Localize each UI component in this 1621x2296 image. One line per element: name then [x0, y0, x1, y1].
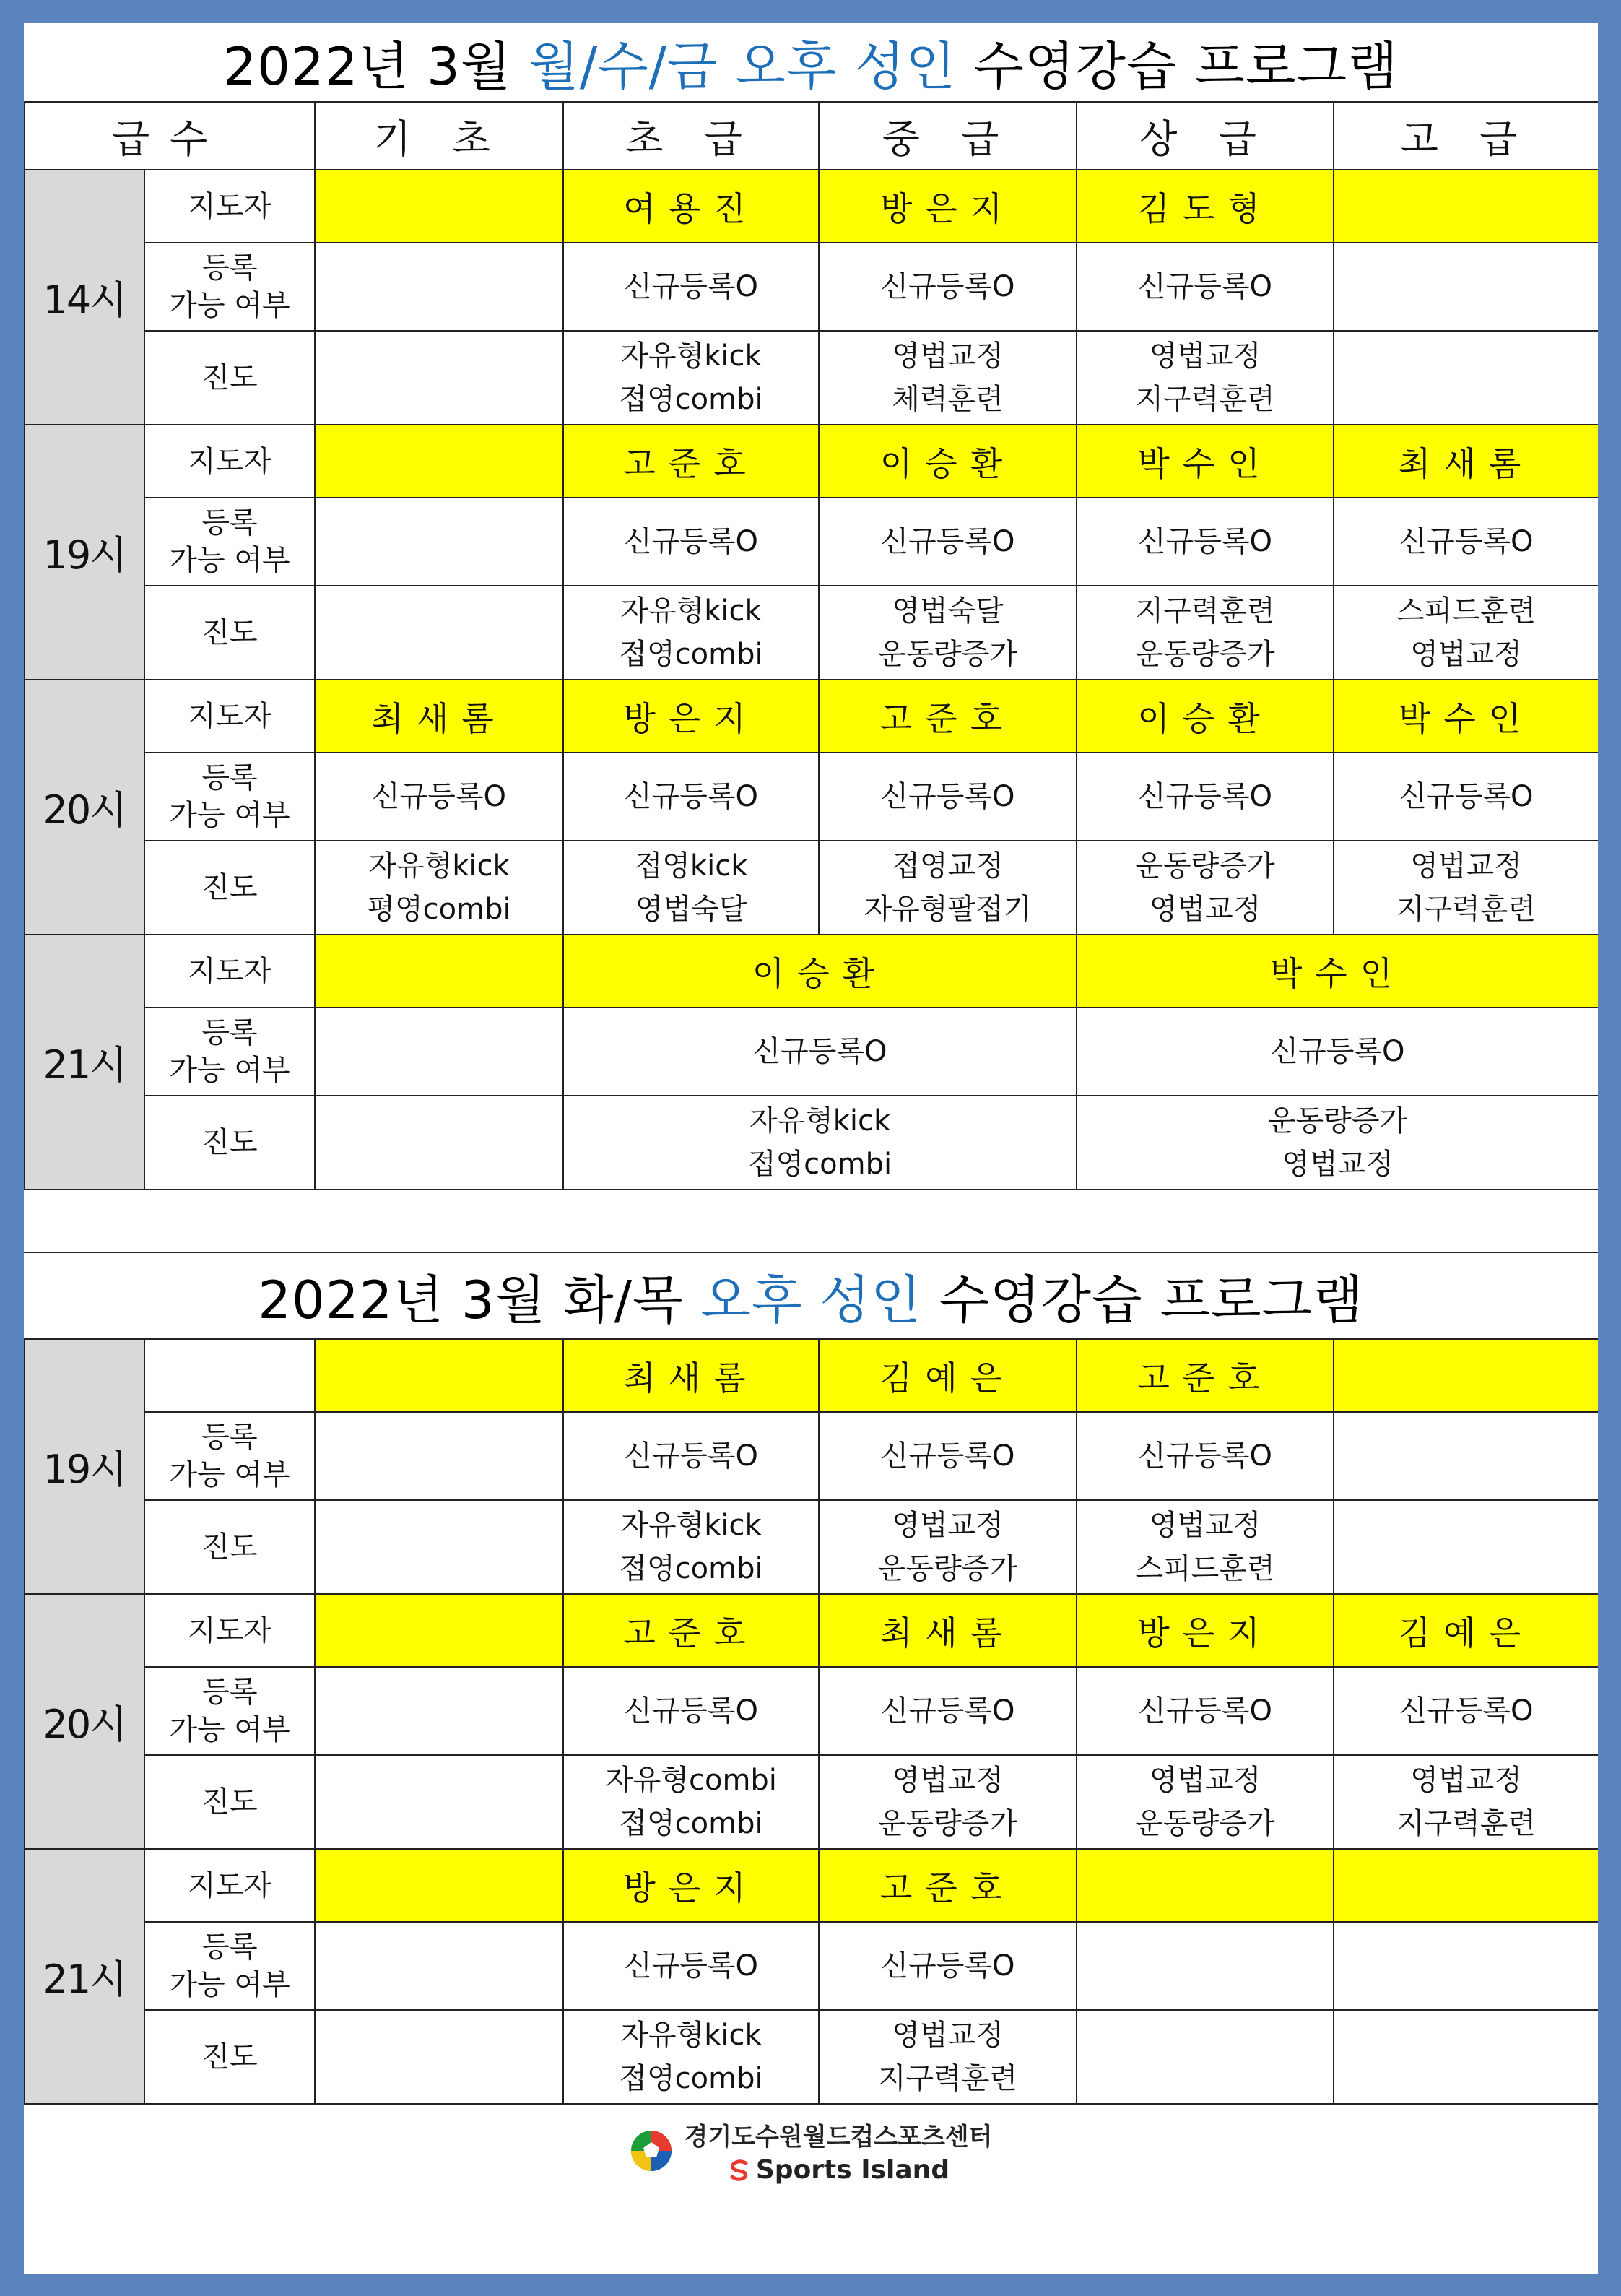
progress-row	[25, 1755, 1598, 1849]
registration-cell: 신규등록O	[1334, 1667, 1598, 1755]
instructor-row-label	[144, 1339, 315, 1412]
progress-cell: 자유형combi 접영combi	[563, 1755, 819, 1849]
progress-cell: 자유형kick 접영combi	[563, 1500, 819, 1594]
top-title-part: 월/수/금 오후 성인	[529, 36, 957, 97]
registration-cell: 신규등록O	[819, 753, 1077, 841]
progress-cell	[1334, 1500, 1598, 1594]
registration-cell	[315, 243, 563, 331]
registration-cell: 신규등록O	[563, 1008, 1077, 1096]
header-advanced: 상 급	[1077, 102, 1334, 170]
registration-cell: 신규등록O	[1077, 753, 1334, 841]
progress-row-label: 진도	[144, 331, 315, 425]
progress-cell	[1077, 2010, 1334, 2104]
instructor-cell	[1334, 1339, 1598, 1412]
progress-cell: 자유형kick 평영combi	[315, 841, 563, 935]
sports-island-logo-icon	[727, 2158, 752, 2183]
progress-cell: 영법교정 운동량증가	[819, 1755, 1077, 1849]
instructor-cell: 최새롬	[819, 1594, 1077, 1667]
progress-cell	[1334, 331, 1598, 425]
schedule-sheet	[24, 23, 1598, 2274]
registration-cell	[315, 498, 563, 586]
time-slot-label: 20시	[25, 1594, 144, 1849]
progress-cell: 자유형kick 접영combi	[563, 586, 819, 680]
registration-cell	[315, 1922, 563, 2010]
instructor-row	[25, 1849, 1598, 1922]
registration-row-label: 등록 가능 여부	[144, 1667, 315, 1755]
progress-cell	[315, 586, 563, 680]
progress-cell: 운동량증가 영법교정	[1077, 841, 1334, 935]
registration-cell	[315, 1008, 563, 1096]
instructor-cell	[315, 1849, 563, 1922]
instructor-row-label: 지도자	[144, 170, 315, 243]
registration-cell: 신규등록O	[819, 498, 1077, 586]
section-gap	[24, 1190, 1598, 1252]
progress-row	[25, 586, 1598, 680]
registration-cell	[1334, 1412, 1598, 1500]
time-slot-label: 19시	[25, 425, 144, 680]
instructor-cell: 여용진	[563, 170, 819, 243]
registration-cell: 신규등록O	[563, 243, 819, 331]
registration-cell: 신규등록O	[563, 753, 819, 841]
top-title	[24, 23, 1598, 101]
brand-name: Sports Island	[755, 2155, 950, 2185]
instructor-cell: 최새롬	[1334, 425, 1598, 498]
progress-row-label: 진도	[144, 1096, 315, 1190]
top-schedule-table	[24, 101, 1598, 1190]
header-expert: 고 급	[1334, 102, 1598, 170]
progress-cell: 자유형kick 접영combi	[563, 2010, 819, 2104]
instructor-row-label: 지도자	[144, 1594, 315, 1667]
instructor-cell: 최새롬	[315, 680, 563, 753]
instructor-row-label: 지도자	[144, 680, 315, 753]
instructor-cell	[315, 170, 563, 243]
time-slot-label: 21시	[25, 1849, 144, 2104]
instructor-cell: 김도형	[1077, 170, 1334, 243]
progress-cell: 영법교정 운동량증가	[819, 1500, 1077, 1594]
progress-row-label: 진도	[144, 586, 315, 680]
instructor-row-label: 지도자	[144, 425, 315, 498]
registration-row	[25, 243, 1598, 331]
registration-cell: 신규등록O	[819, 1922, 1077, 2010]
instructor-cell: 방은지	[819, 170, 1077, 243]
instructor-cell: 김예은	[819, 1339, 1077, 1412]
time-slot-label: 14시	[25, 170, 144, 425]
bottom-schedule-table	[24, 1338, 1598, 2105]
instructor-row	[25, 1339, 1598, 1412]
progress-row	[25, 2010, 1598, 2104]
bottom-title-part: 수영강습 프로그램	[921, 1270, 1364, 1330]
instructor-cell: 고준호	[819, 1849, 1077, 1922]
bottom-title-part: 오후 성인	[700, 1270, 922, 1330]
progress-cell: 스피드훈련 영법교정	[1334, 586, 1598, 680]
instructor-cell: 박수인	[1077, 935, 1598, 1008]
progress-cell	[315, 331, 563, 425]
registration-cell: 신규등록O	[1334, 498, 1598, 586]
instructor-row	[25, 1594, 1598, 1667]
instructor-cell: 고준호	[819, 680, 1077, 753]
progress-cell: 영법교정 지구력훈련	[819, 2010, 1077, 2104]
instructor-row-label: 지도자	[144, 1849, 315, 1922]
instructor-cell	[1334, 1849, 1598, 1922]
instructor-cell: 고준호	[1077, 1339, 1334, 1412]
instructor-cell	[315, 935, 563, 1008]
instructor-cell	[1077, 1849, 1334, 1922]
header-level: 급수	[25, 102, 315, 170]
progress-cell	[1334, 2010, 1598, 2104]
registration-row	[25, 753, 1598, 841]
instructor-cell: 이승환	[1077, 680, 1334, 753]
progress-cell	[315, 1096, 563, 1190]
registration-cell: 신규등록O	[563, 498, 819, 586]
bottom-title-part: 2022년 3월 화/목	[258, 1270, 701, 1330]
progress-cell: 운동량증가 영법교정	[1077, 1096, 1598, 1190]
progress-cell: 영법교정 스피드훈련	[1077, 1500, 1334, 1594]
progress-cell: 지구력훈련 운동량증가	[1077, 586, 1334, 680]
progress-cell: 영법교정 지구력훈련	[1334, 1755, 1598, 1849]
registration-row	[25, 1667, 1598, 1755]
footer	[24, 2105, 1598, 2197]
progress-row-label: 진도	[144, 2010, 315, 2104]
registration-cell	[1334, 1922, 1598, 2010]
instructor-row	[25, 425, 1598, 498]
progress-cell: 접영kick 영법숙달	[563, 841, 819, 935]
progress-cell: 자유형kick 접영combi	[563, 1096, 1077, 1190]
progress-cell: 영법교정 체력훈련	[819, 331, 1077, 425]
header-beginner: 초 급	[563, 102, 819, 170]
top-title-part: 수영강습 프로그램	[956, 36, 1399, 97]
progress-cell: 영법교정 운동량증가	[1077, 1755, 1334, 1849]
top-title-part: 2022년 3월	[223, 36, 529, 97]
registration-cell	[315, 1667, 563, 1755]
registration-cell	[1077, 1922, 1334, 2010]
instructor-cell: 고준호	[563, 425, 819, 498]
registration-row	[25, 498, 1598, 586]
registration-cell: 신규등록O	[819, 1667, 1077, 1755]
progress-cell	[315, 1755, 563, 1849]
registration-cell: 신규등록O	[1334, 753, 1598, 841]
progress-row	[25, 1500, 1598, 1594]
header-row	[25, 102, 1598, 170]
instructor-cell: 방은지	[1077, 1594, 1334, 1667]
registration-row-label: 등록 가능 여부	[144, 1412, 315, 1500]
registration-row-label: 등록 가능 여부	[144, 1008, 315, 1096]
header-basic: 기 초	[315, 102, 563, 170]
registration-row-label: 등록 가능 여부	[144, 1922, 315, 2010]
instructor-row-label: 지도자	[144, 935, 315, 1008]
progress-cell: 접영교정 자유형팔접기	[819, 841, 1077, 935]
registration-cell: 신규등록O	[1077, 243, 1334, 331]
registration-row-label: 등록 가능 여부	[144, 243, 315, 331]
progress-row-label: 진도	[144, 1500, 315, 1594]
progress-cell	[315, 1500, 563, 1594]
instructor-cell: 박수인	[1334, 680, 1598, 753]
registration-cell: 신규등록O	[1077, 1008, 1598, 1096]
center-name: 경기도수원월드컵스포츠센터	[684, 2123, 993, 2152]
instructor-row	[25, 935, 1598, 1008]
registration-cell: 신규등록O	[563, 1412, 819, 1500]
instructor-cell	[315, 1339, 563, 1412]
registration-cell: 신규등록O	[563, 1922, 819, 2010]
instructor-cell: 방은지	[563, 1849, 819, 1922]
instructor-row	[25, 680, 1598, 753]
registration-cell: 신규등록O	[1077, 1412, 1334, 1500]
registration-row	[25, 1008, 1598, 1096]
registration-cell: 신규등록O	[315, 753, 563, 841]
progress-row	[25, 331, 1598, 425]
registration-row-label: 등록 가능 여부	[144, 753, 315, 841]
instructor-row	[25, 170, 1598, 243]
progress-cell: 자유형kick 접영combi	[563, 331, 819, 425]
progress-cell: 영법교정 지구력훈련	[1077, 331, 1334, 425]
instructor-cell: 이승환	[819, 425, 1077, 498]
progress-cell	[315, 2010, 563, 2104]
progress-cell: 영법숙달 운동량증가	[819, 586, 1077, 680]
registration-cell: 신규등록O	[1077, 1667, 1334, 1755]
instructor-cell: 박수인	[1077, 425, 1334, 498]
registration-row	[25, 1412, 1598, 1500]
instructor-cell: 고준호	[563, 1594, 819, 1667]
progress-row-label: 진도	[144, 1755, 315, 1849]
progress-row-label: 진도	[144, 841, 315, 935]
time-slot-label: 20시	[25, 680, 144, 935]
instructor-cell	[315, 425, 563, 498]
progress-row	[25, 1096, 1598, 1190]
time-slot-label: 21시	[25, 935, 144, 1190]
time-slot-label: 19시	[25, 1339, 144, 1594]
registration-cell: 신규등록O	[819, 1412, 1077, 1500]
instructor-cell: 최새롬	[563, 1339, 819, 1412]
bottom-title	[24, 1252, 1598, 1338]
soccer-ball-logo-icon	[630, 2129, 673, 2172]
registration-row	[25, 1922, 1598, 2010]
instructor-cell: 김예은	[1334, 1594, 1598, 1667]
progress-row	[25, 841, 1598, 935]
progress-cell: 영법교정 지구력훈련	[1334, 841, 1598, 935]
registration-cell: 신규등록O	[563, 1667, 819, 1755]
instructor-cell	[1334, 170, 1598, 243]
instructor-cell: 이승환	[563, 935, 1077, 1008]
registration-cell	[315, 1412, 563, 1500]
registration-row-label: 등록 가능 여부	[144, 498, 315, 586]
instructor-cell: 방은지	[563, 680, 819, 753]
registration-cell: 신규등록O	[1077, 498, 1334, 586]
registration-cell	[1334, 243, 1598, 331]
registration-cell: 신규등록O	[819, 243, 1077, 331]
header-intermediate: 중 급	[819, 102, 1077, 170]
instructor-cell	[315, 1594, 563, 1667]
